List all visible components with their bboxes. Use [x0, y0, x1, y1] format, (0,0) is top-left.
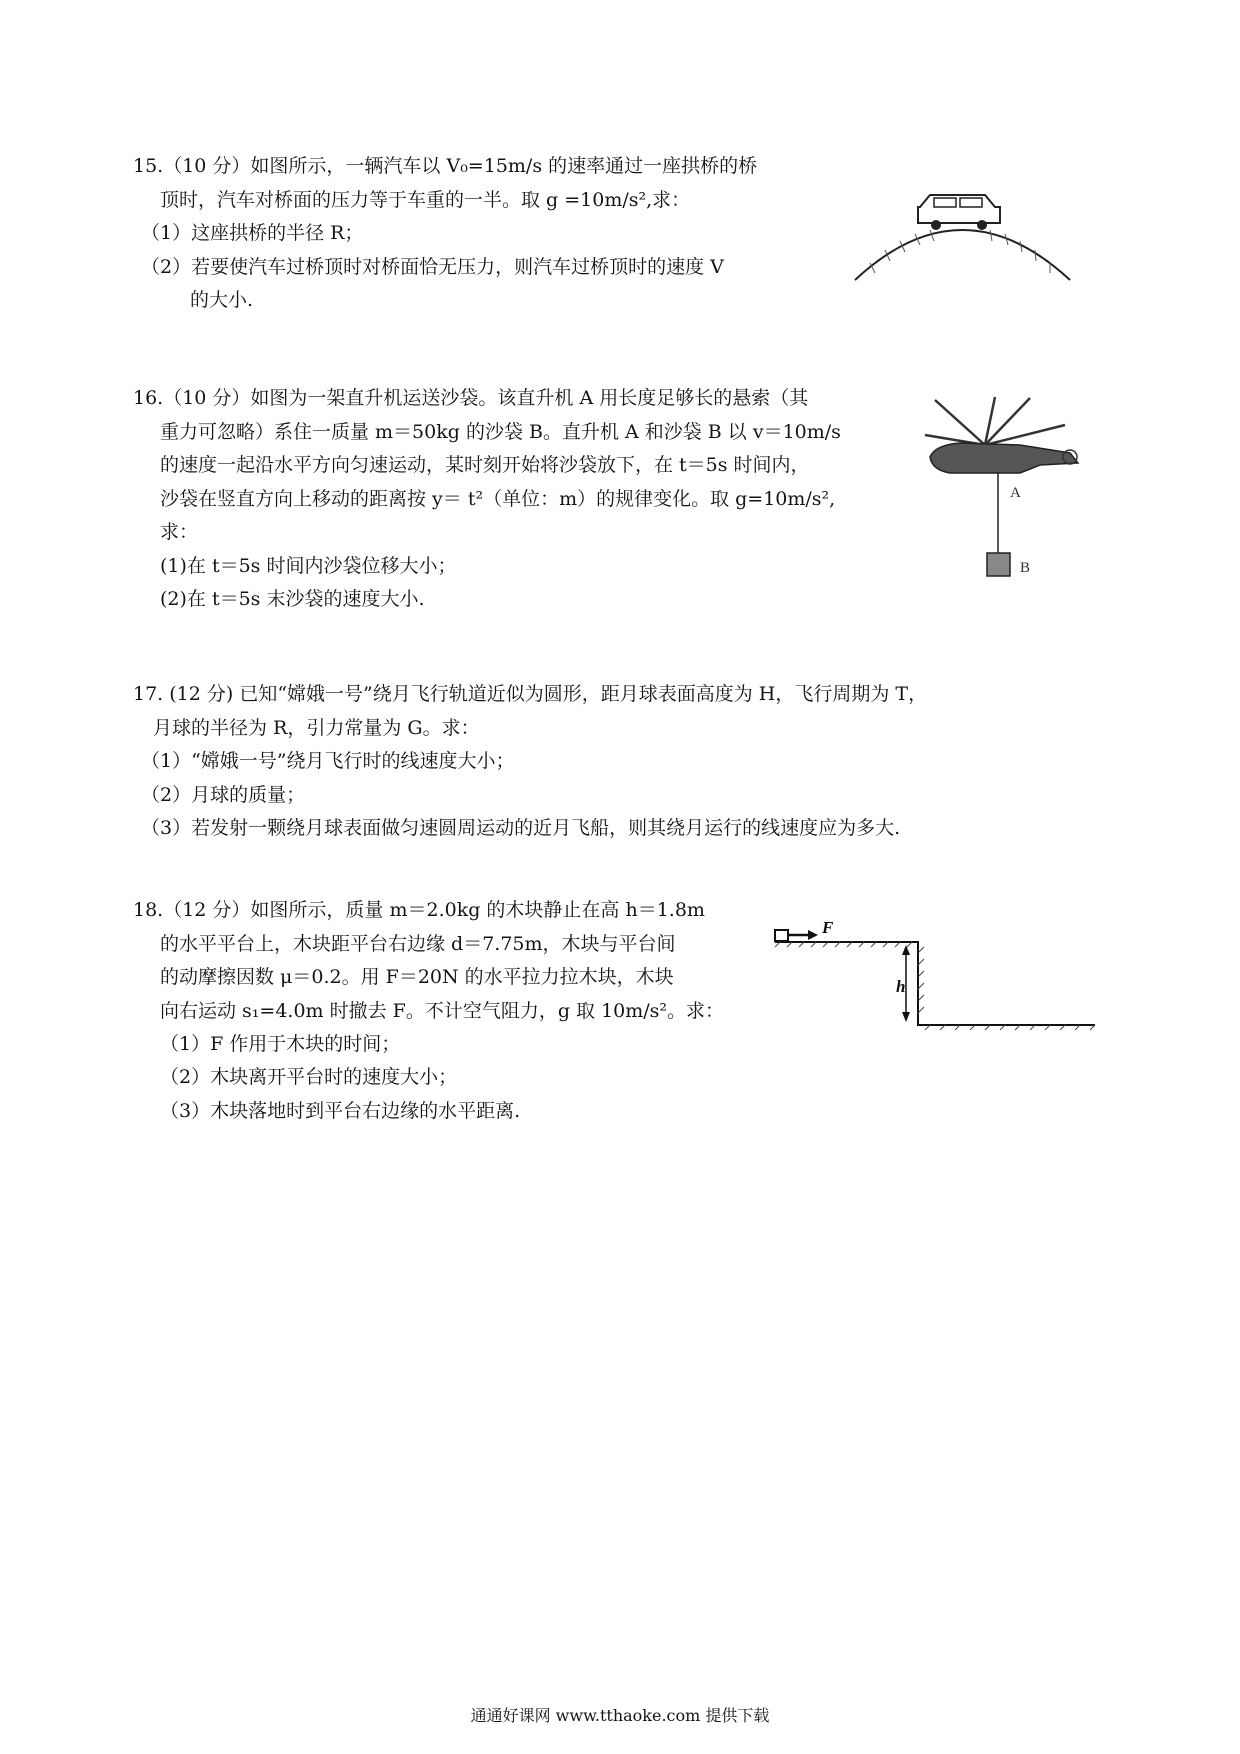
q16-part-1: (1)在 t＝5s 时间内沙袋位移大小；: [160, 555, 457, 577]
q15-part-1: （1）这座拱桥的半径 R；: [141, 222, 364, 244]
rotor-icon: [925, 397, 1065, 445]
q18-line-2: 的水平平台上，木块距平台右边缘 d＝7.75m，木块与平台间: [160, 933, 676, 955]
q18-line-1: 18.（12 分）如图所示，质量 m＝2.0kg 的木块静止在高 h＝1.8m: [133, 899, 705, 921]
footer-text: 通通好课网 www.tthaoke.com 提供下载: [470, 1706, 770, 1725]
q18-part-1: （1）F 作用于木块的时间；: [160, 1033, 401, 1055]
q15-line-5: 的大小.: [190, 289, 254, 311]
sandbag-icon: [987, 553, 1010, 576]
label-a: A: [1010, 485, 1021, 501]
q18-part-3: （3）木块落地时到平台右边缘的水平距离.: [160, 1100, 521, 1122]
q16-line-3: 的速度一起沿水平方向匀速运动，某时刻开始将沙袋放下，在 t＝5s 时间内，: [160, 454, 810, 476]
label-h: h: [896, 977, 906, 996]
q15-line-1: 15.（10 分）如图所示，一辆汽车以 V₀=15m/s 的速率通过一座拱桥的桥: [133, 155, 758, 177]
arrow-up-icon: [902, 945, 910, 955]
q16-line-5: 求：: [160, 521, 199, 543]
helicopter-icon: [930, 443, 1078, 473]
label-b: B: [1020, 560, 1031, 576]
q16-part-2: (2)在 t＝5s 末沙袋的速度大小.: [160, 588, 425, 610]
q16-line-1: 16.（10 分）如图为一架直升机运送沙袋。该直升机 A 用长度足够长的悬索（其: [133, 387, 809, 409]
q18-line-3: 的动摩擦因数 μ＝0.2。用 F＝20N 的水平拉力拉木块，木块: [160, 966, 674, 988]
arrow-down-icon: [902, 1012, 910, 1022]
q17-part-2: （2）月球的质量；: [141, 784, 306, 806]
q16-line-4: 沙袋在竖直方向上移动的距离按 y＝ t²（单位：m）的规律变化。取 g=10m/s²,: [160, 488, 836, 510]
helicopter-figure: [920, 395, 1090, 580]
label-f: F: [822, 918, 834, 937]
q16-line-2: 重力可忽略）系住一质量 m＝50kg 的沙袋 B。直升机 A 和沙袋 B 以 v＝10m/s: [160, 421, 841, 443]
q15-part-2: （2）若要使汽车过桥顶时对桥面恰无压力，则汽车过桥顶时的速度 V: [141, 256, 724, 278]
q15-line-2: 顶时，汽车对桥面的压力等于车重的一半。取 g =10m/s²,求：: [160, 189, 691, 211]
q17-line-1: 17. (12 分) 已知“嫦娥一号”绕月飞行轨道近似为圆形，距月球表面高度为 H，飞行周期为 T，: [133, 683, 928, 705]
q17-line-2: 月球的半径为 R，引力常量为 G。求：: [153, 717, 480, 739]
block-icon: [775, 930, 788, 941]
platform-figure: [770, 915, 1100, 1040]
q18-part-2: （2）木块离开平台时的速度大小；: [160, 1066, 458, 1088]
q18-line-4: 向右运动 s₁=4.0m 时撤去 F。不计空气阻力，g 取 10m/s²。求：: [160, 1000, 725, 1022]
q17-part-1: （1）“嫦娥一号”绕月飞行时的线速度大小；: [141, 750, 515, 772]
arrow-right-icon: [808, 930, 818, 940]
q17-part-3: （3）若发射一颗绕月球表面做匀速圆周运动的近月飞船，则其绕月运行的线速度应为多大.: [141, 817, 901, 839]
car-on-bridge-figure: [850, 185, 1075, 295]
car-icon: [918, 195, 1000, 230]
